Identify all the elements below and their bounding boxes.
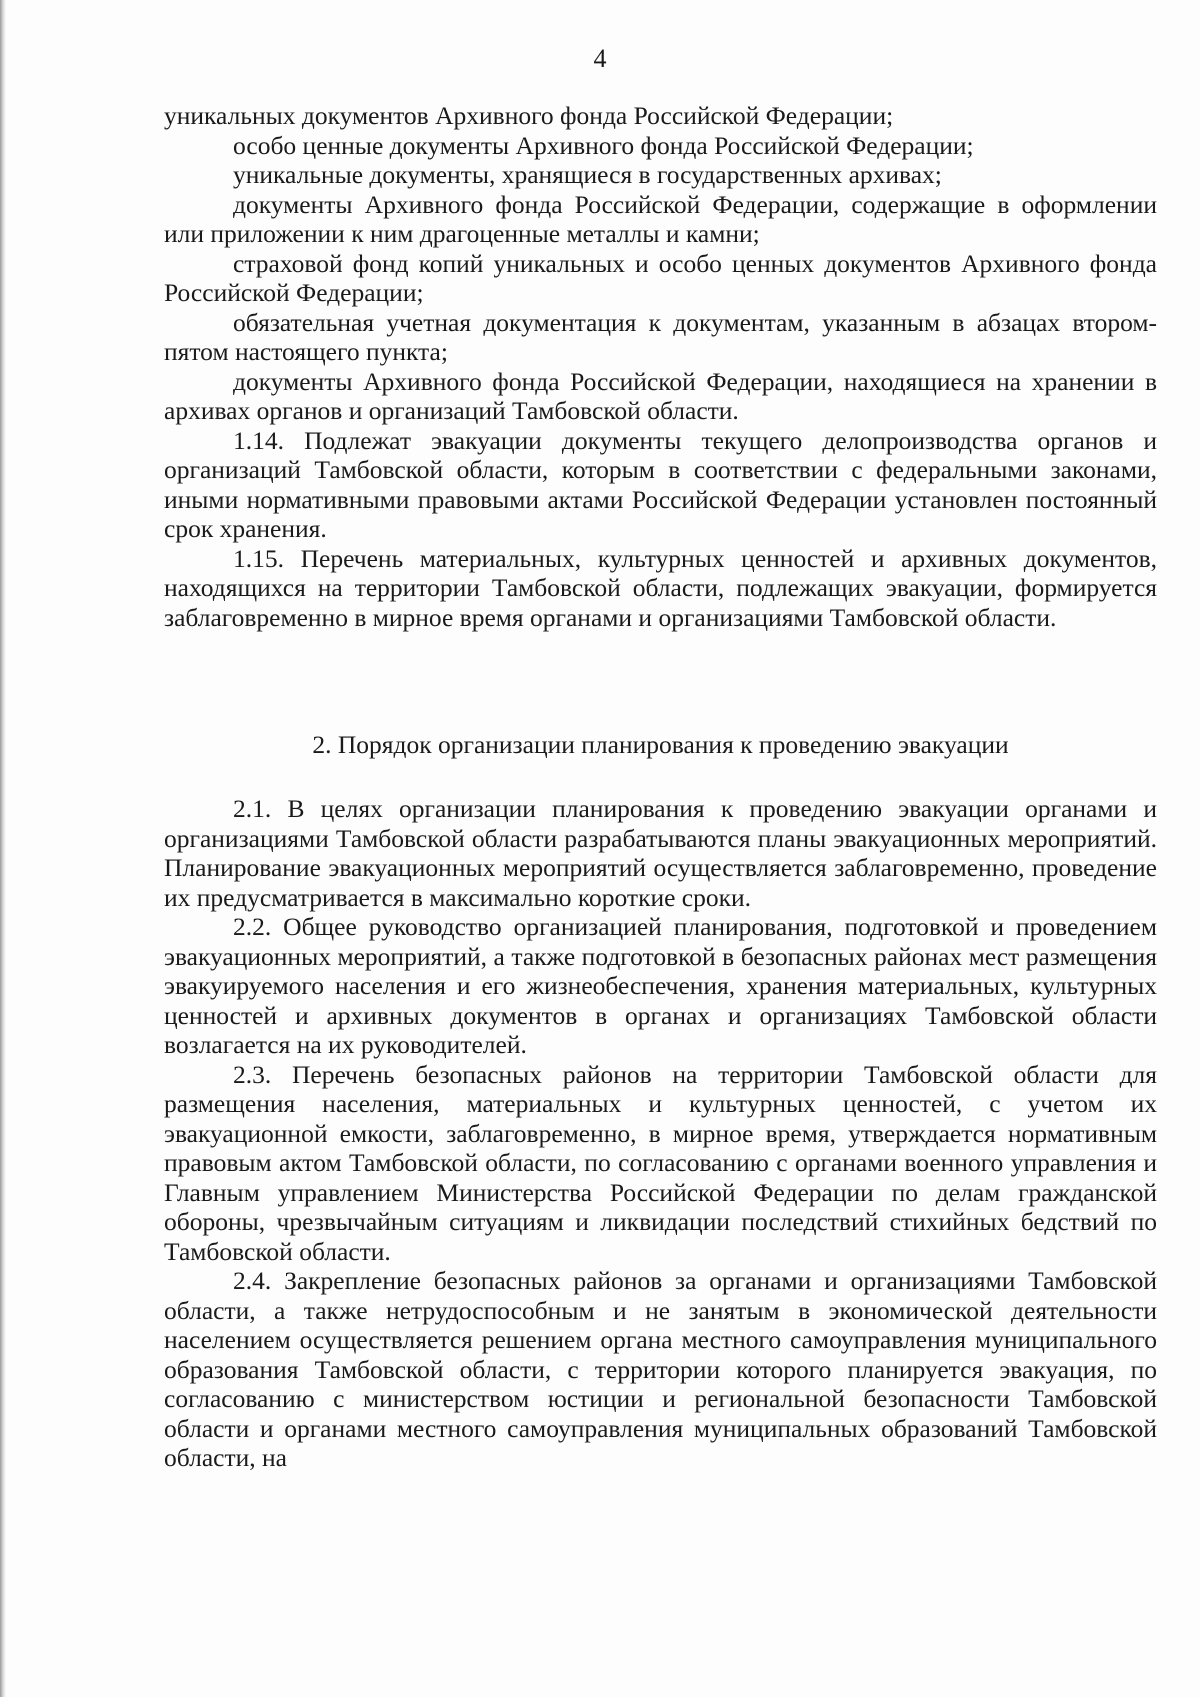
paragraph: особо ценные документы Архивного фонда Российской Федерации; (233, 130, 974, 160)
paragraph-2-3: 2.3. Перечень безопасных районов на территории Тамбовской области для размещения населения, материальных и культурных ценностей, с учетом их эвакуационной емкости, заблаговременно, в мирное время, утверждается нормативным правовым актом Тамбовской области, по согласованию с органами военного управления и Главным управлением Министерства Российской Федерации по делам гражданской обороны, чрезвычайным ситуациям и ликвидации последствий стихийных бедствий по Тамбовской области. (164, 1059, 1157, 1266)
scan-edge-shadow (0, 0, 6, 1697)
paragraph-1-14: 1.14. Подлежат эвакуации документы текущего делопроизводства органов и организаций Тамбовской области, которым в соответствии с федеральными законами, иными нормативными правовыми актами Российской Федерации установлен постоянный срок хранения. (164, 425, 1157, 543)
section-text-block (164, 794, 1157, 1473)
paragraph-2-2: 2.2. Общее руководство организацией планирования, подготовкой и проведением эвакуационных мероприятий, а также подготовкой в безопасных районах мест размещения эвакуируемого населения и его жизнеобеспечения, хранения материальных, культурных ценностей и архивных документов в органах и организациях Тамбовской области возлагается на их руководителей. (164, 912, 1157, 1059)
page-number: 4 (593, 44, 607, 73)
paragraph: страховой фонд копий уникальных и особо ценных документов Архивного фонда Российской Федерации; (164, 248, 1157, 307)
paragraph-2-4: 2.4. Закрепление безопасных районов за органами и организациями Тамбовской области, а также нетрудоспособным и не занятым в экономической деятельности населением осуществляется решением органа местного самоуправления муниципального образования Тамбовской области, с территории которого планируется эвакуация, по согласованию с министерством юстиции и региональной безопасности Тамбовской области и органами местного самоуправления муниципальных образований Тамбовской области, на (164, 1266, 1157, 1472)
paragraph: уникальные документы, хранящиеся в государственных архивах; (233, 160, 942, 189)
paragraph: документы Архивного фонда Российской Федерации, находящиеся на хранении в архивах органов и организаций Тамбовской области. (164, 366, 1157, 425)
paragraph-1-15: 1.15. Перечень материальных, культурных ценностей и архивных документов, находящихся на территории Тамбовской области, подлежащих эвакуации, формируется заблаговременно в мирное время органами и организациями Тамбовской области. (164, 543, 1157, 632)
paragraph-2-1: 2.1. В целях организации планирования к проведению эвакуации органами и организациями Тамбовской области разрабатываются планы эвакуационных мероприятий. Планирование эвакуационных мероприятий осуществляется заблаговременно, проведение их предусматривается в максимально короткие сроки. (164, 794, 1157, 912)
section-heading: 2. Порядок организации планирования к проведению эвакуации (312, 730, 1009, 759)
top-text-block (164, 101, 1157, 632)
paragraph: документы Архивного фонда Российской Федерации, содержащие в оформлении или приложении к ним драгоценные металлы и камни; (164, 189, 1157, 248)
paragraph: обязательная учетная документация к документам, указанным в абзацах втором-пятом настоящего пункта; (164, 307, 1157, 366)
paragraph: уникальных документов Архивного фонда Российской Федерации; (164, 101, 894, 130)
